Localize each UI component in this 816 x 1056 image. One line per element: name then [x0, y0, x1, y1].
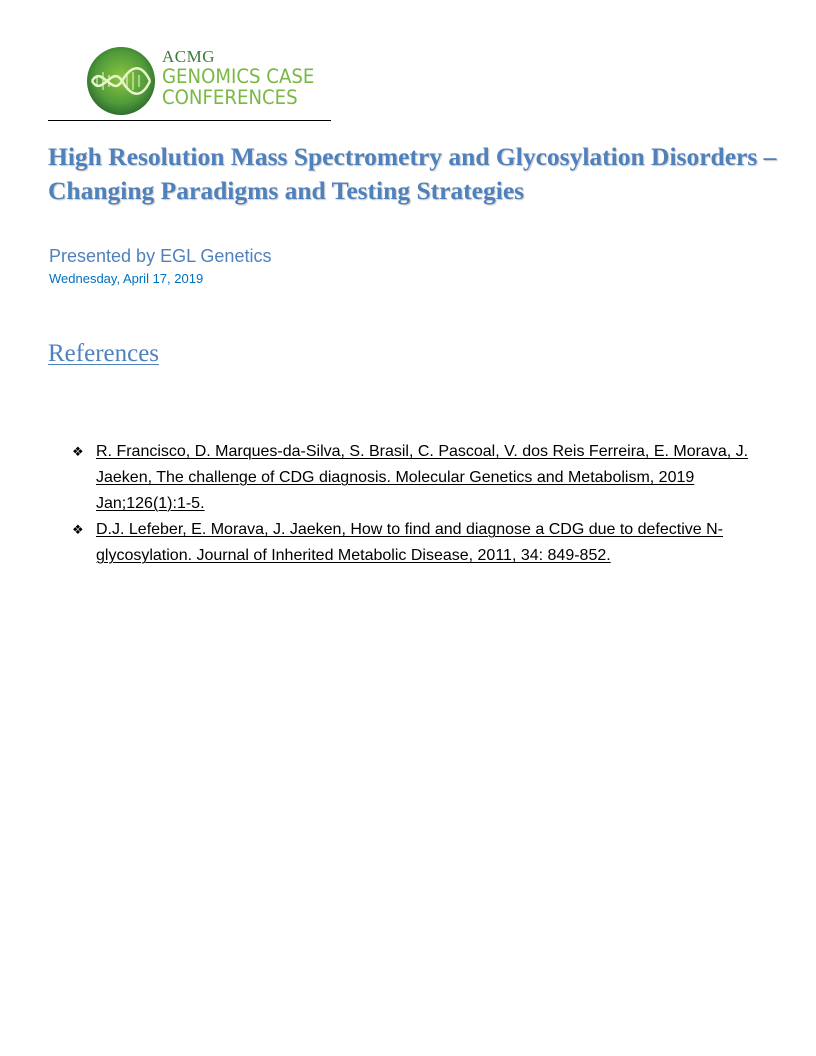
logo-line-1: GENOMICS CASE [162, 65, 315, 88]
logo-text [162, 48, 326, 108]
references-list [72, 439, 772, 569]
logo-org: ACMG [162, 47, 216, 66]
reference-item [72, 439, 772, 517]
logo-line-2: CONFERENCES [162, 86, 298, 109]
header-divider [48, 120, 331, 121]
reference-item [72, 517, 772, 569]
document-title: High Resolution Mass Spectrometry and Glycosylation Disorders – Changing Paradigms and Testing Strategies [48, 142, 777, 205]
diamond-bullet-icon: ❖ [72, 522, 84, 537]
reference-text: R. Francisco, D. Marques-da-Silva, S. Brasil, C. Pascoal, V. dos Reis Ferreira, E. Morava, J. Jaeken, The challenge of CDG diagnosis. Molecular Genetics and Metabolism, 2019 Jan;126(1):1-5. [96, 443, 749, 512]
diamond-bullet-icon: ❖ [72, 444, 84, 459]
reference-text: D.J. Lefeber, E. Morava, J. Jaeken, How to find and diagnose a CDG due to defective N-glycosylation. Journal of Inherited Metabolic Disease, 2011, 34: 849-852. [96, 521, 723, 564]
presentation-date: Wednesday, April 17, 2019 [49, 271, 204, 286]
dna-helix-icon [86, 46, 156, 116]
presenter-line: Presented by EGL Genetics [49, 246, 272, 266]
acmg-logo [86, 44, 336, 118]
references-heading: References [48, 340, 160, 367]
